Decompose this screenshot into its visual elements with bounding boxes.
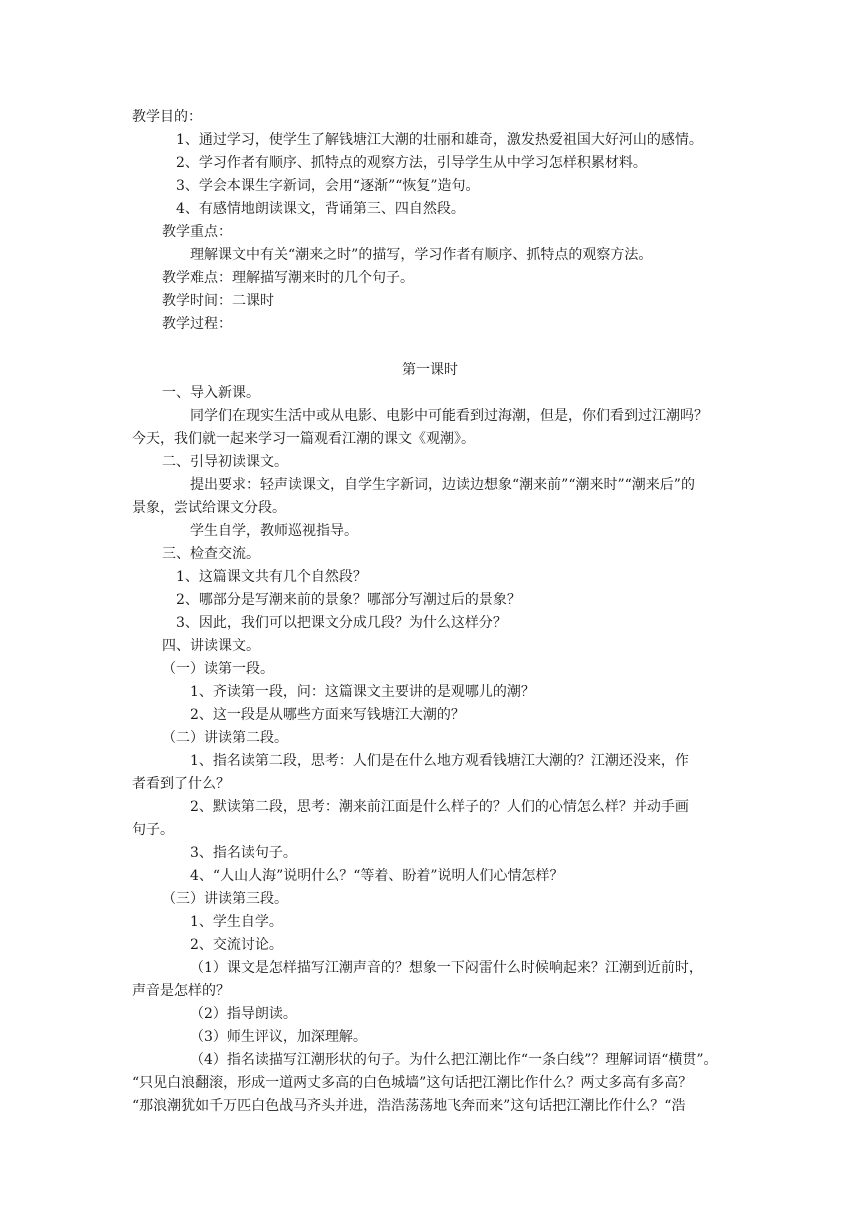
list-item-continued: “只见白浪翻滚，形成一道两丈多高的白色城墙”这句话把江潮比作什么？两丈多高有多高？ bbox=[132, 1075, 693, 1091]
step-heading: 二、引导初读课文。 bbox=[162, 454, 288, 470]
goal-item: 1、通过学习，使学生了解钱塘江大潮的壮丽和雄奇，激发热爱祖国大好河山的感情。 bbox=[176, 132, 703, 148]
sub-heading: （三）讲读第三段。 bbox=[162, 891, 288, 907]
heading-key-point: 教学重点： bbox=[162, 224, 232, 240]
list-item: 2、交流讨论。 bbox=[190, 937, 283, 953]
list-item: 2、这一段是从哪些方面来写钱塘江大潮的？ bbox=[190, 707, 465, 723]
time-line: 教学时间：二课时 bbox=[162, 293, 274, 309]
list-item: 1、学生自学。 bbox=[190, 914, 283, 930]
heading-goals: 教学目的： bbox=[132, 109, 202, 125]
paragraph-line: 提出要求：轻声读课文，自学生字新词，边读边想象“潮来前”“潮来时”“潮来后”的 bbox=[190, 477, 695, 493]
list-item: 3、指名读句子。 bbox=[190, 845, 297, 861]
list-item: （3）师生评议，加深理解。 bbox=[190, 1029, 367, 1045]
list-item-continued: “那浪潮犹如千万匹白色战马齐头并进，浩浩荡荡地飞奔而来”这句话把江潮比作什么？“浩 bbox=[132, 1098, 686, 1114]
list-item: 1、齐读第一段，问：这篇课文主要讲的是观哪儿的潮？ bbox=[190, 684, 535, 700]
sub-heading: （二）讲读第二段。 bbox=[162, 730, 288, 746]
paragraph-line: 学生自学，教师巡视指导。 bbox=[190, 523, 358, 539]
list-item: 1、这篇课文共有几个自然段？ bbox=[176, 569, 367, 585]
goal-item: 2、学习作者有顺序、抓特点的观察方法，引导学生从中学习怎样积累材料。 bbox=[176, 155, 647, 171]
list-item: 3、因此，我们可以把课文分成几段？为什么这样分？ bbox=[176, 615, 507, 631]
paragraph-line: 今天，我们就一起来学习一篇观看江潮的课文《观潮》。 bbox=[132, 431, 475, 447]
list-item: 2、默读第二段，思考：潮来前江面是什么样子的？人们的心情怎么样？并动手画 bbox=[190, 799, 689, 815]
paragraph-line: 景象，尝试给课文分段。 bbox=[132, 500, 286, 516]
list-item: 4、“人山人海”说明什么？“等着、盼着”说明人们心情怎样？ bbox=[190, 868, 564, 884]
list-item: （4）指名读描写江潮形状的句子。为什么把江潮比作“一条白线”？理解词语“横贯”。 bbox=[190, 1052, 718, 1068]
list-item: （2）指导朗读。 bbox=[190, 1006, 297, 1022]
key-point-text: 理解课文中有关“潮来之时”的描写，学习作者有顺序、抓特点的观察方法。 bbox=[190, 247, 653, 263]
list-item: 2、哪部分是写潮来前的景象？哪部分写潮过后的景象？ bbox=[176, 592, 521, 608]
list-item: 1、指名读第二段，思考：人们是在什么地方观看钱塘江大潮的？江潮还没来，作 bbox=[190, 753, 689, 769]
paragraph-line: 同学们在现实生活中或从电影、电影中可能看到过海潮，但是，你们看到过江潮吗？ bbox=[190, 408, 708, 424]
difficulty-line: 教学难点：理解描写潮来时的几个句子。 bbox=[162, 270, 414, 286]
section-title: 第一课时 bbox=[402, 362, 458, 378]
sub-heading: （一）读第一段。 bbox=[162, 661, 274, 677]
list-item-continued: 声音是怎样的？ bbox=[132, 983, 230, 999]
goal-item: 3、学会本课生字新词，会用“逐渐”“恢复”造句。 bbox=[176, 178, 480, 194]
list-item-continued: 句子。 bbox=[132, 822, 174, 838]
step-heading: 四、讲读课文。 bbox=[162, 638, 260, 654]
step-heading: 一、导入新课。 bbox=[162, 385, 260, 401]
heading-process: 教学过程： bbox=[162, 316, 232, 332]
step-heading: 三、检查交流。 bbox=[162, 546, 260, 562]
list-item: （1）课文是怎样描写江潮声音的？想象一下闷雷什么时候响起来？江潮到近前时， bbox=[190, 960, 703, 976]
goal-item: 4、有感情地朗读课文，背诵第三、四自然段。 bbox=[176, 201, 465, 217]
list-item-continued: 者看到了什么？ bbox=[132, 776, 230, 792]
